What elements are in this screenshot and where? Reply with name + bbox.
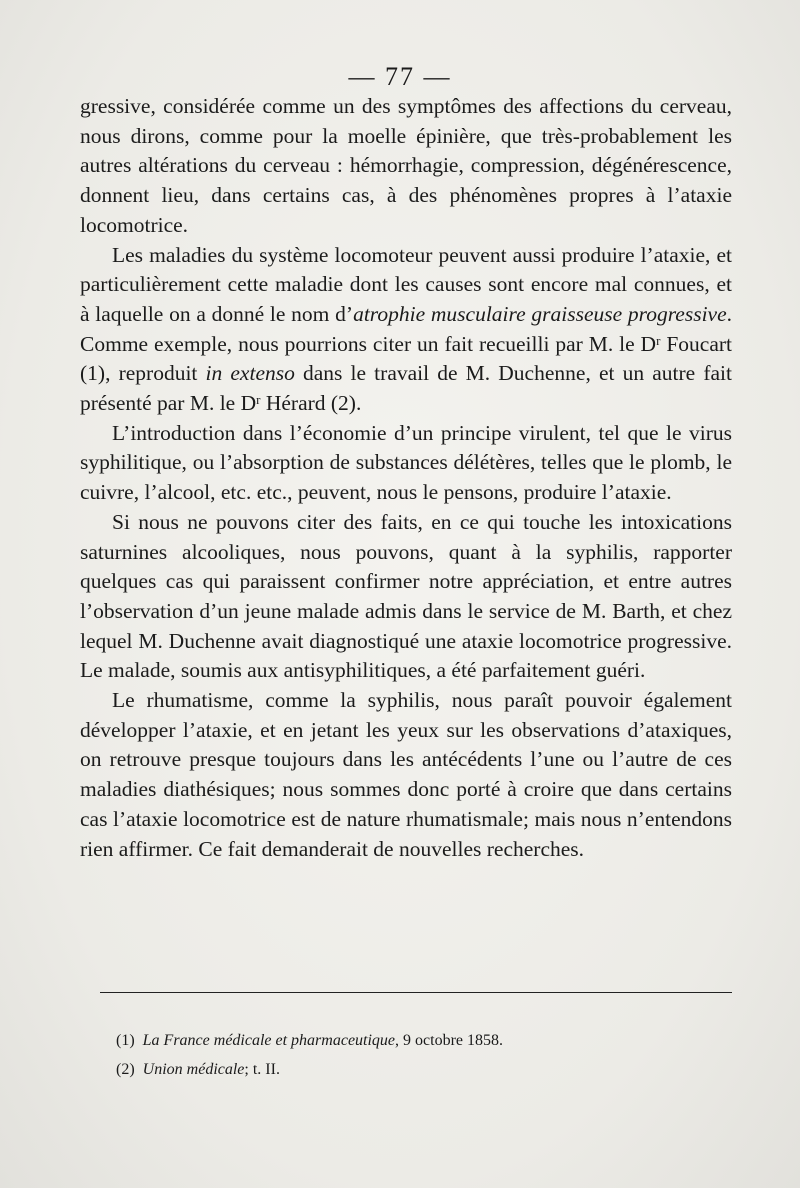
body-text (80, 92, 732, 864)
italic-text: atrophie musculaire graisseuse progressive (353, 301, 727, 326)
paragraph (80, 508, 732, 686)
text-run: Si nous ne pouvons citer des faits, en ce qui touche les intoxications saturnines alcooliques, nous pouvons, quant à la syphilis, rapporter quelques cas qui paraissent confirmer notre appréciation, et entre autres l’observation d’un jeune malade admis dans le service de M. Barth, et chez lequel M. Duchenne avait diagnostiqué une ataxie locomotrice progressive. Le malade, soumis aux antisyphilitiques, a été parfaitement guéri. (80, 509, 732, 683)
paragraph (80, 241, 732, 419)
text-run: ; t. II. (244, 1061, 280, 1078)
paragraph (80, 419, 732, 508)
text-run: Hérard (2). (260, 391, 362, 416)
paragraph (80, 686, 732, 864)
text-run: gressive, considérée comme un des symptômes des affections du cerveau, nous dirons, comme pour la moelle épinière, que très-probablement les autres altérations du cerveau : hémorrhagie, compression, dégénérescence, donnent lieu, dans certains cas, à des phénomènes propres à l’ataxie locomotrice. (80, 94, 732, 237)
page-number: — 77 — (348, 62, 452, 91)
paragraph (80, 92, 732, 241)
italic-text: Union médicale (142, 1061, 245, 1078)
footnote (116, 1026, 716, 1055)
footnote-number: (1) (116, 1032, 135, 1049)
footnote-separator (100, 992, 732, 993)
italic-text: La France médicale et pharmaceutique (142, 1032, 396, 1049)
text-run: Le rhumatisme, comme la syphilis, nous paraît pouvoir également développer l’ataxie, et en jetant les yeux sur les observations d’ataxiques, on retrouve presque toujours dans les antécédents l’une ou l’autre de ces maladies diathésiques; nous sommes donc porté à croire que dans certains cas l’ataxie locomotrice est de nature rhumatismale; mais nous n’entendons rien affirmer. Ce fait demanderait de nouvelles recherches. (80, 688, 732, 861)
footnotes (116, 1026, 716, 1084)
text-run: Foucart (1), reproduit (80, 331, 732, 386)
text-run: , 9 octobre 1858. (395, 1032, 504, 1049)
superscript: r (256, 392, 261, 408)
superscript: r (656, 332, 661, 348)
footnote (116, 1055, 716, 1084)
footnote-number: (2) (116, 1061, 135, 1078)
text-run: L’introduction dans l’économie d’un principe virulent, tel que le virus syphilitique, ou l’absorption de substances délétères, telles que le plomb, le cuivre, l’alcool, etc. etc., peuvent, nous le pensons, produire l’ataxie. (80, 420, 732, 505)
italic-text: in extenso (205, 361, 295, 386)
text-run: . Comme exemple, nous pourrions citer un fait recueilli par M. le D (80, 301, 733, 356)
text-run: dans le travail de M. Duchenne, et un autre fait présenté par M. le D (80, 361, 732, 416)
text-run: Les maladies du système locomoteur peuvent aussi produire l’ataxie, et particulièrement cette maladie dont les causes sont encore mal connues, et à laquelle on a donné le nom d’ (80, 242, 732, 326)
